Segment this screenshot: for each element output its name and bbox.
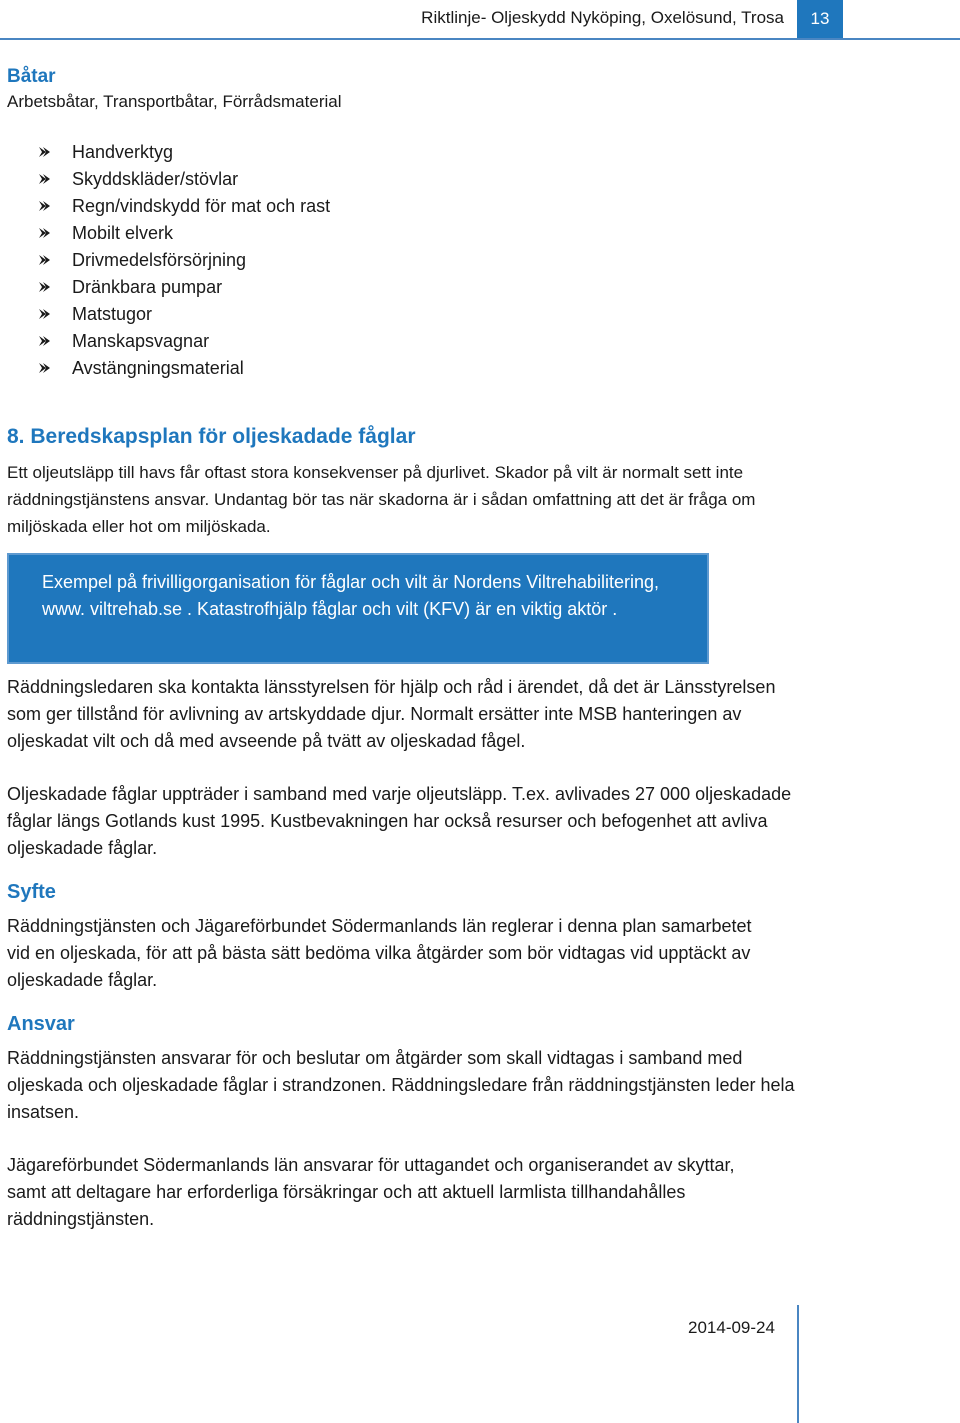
callout-box [7,553,709,664]
section-8-heading: 8. Beredskapsplan för oljeskadade fåglar [7,425,416,448]
list-item: Skyddskläder/stövlar [38,166,330,193]
list-item: Handverktyg [38,139,330,166]
boats-heading: Båtar [7,66,56,87]
footer-date: 2014-09-24 [688,1318,775,1337]
checkmark-arrow-icon [38,307,52,321]
checkmark-arrow-icon [38,253,52,267]
list-item: Matstugor [38,301,330,328]
running-header-title: Riktlinje- Oljeskydd Nyköping, Oxelösund, Trosa [421,8,784,27]
syfte-text: Räddningstjänsten och Jägareförbundet Södermanlands län reglerar i denna plan samarbetet vid en oljeskada, för att på bästa sätt bedöma vilka åtgärder som bör vidtagas vid upptäckt av oljeskadade fåglar. [7,916,752,990]
checkmark-arrow-icon [38,172,52,186]
callout-text: Exempel på frivilligorganisation för fåglar och vilt är Nordens Viltrehabilitering, www. viltrehab.se . Katastrofhjälp fåglar och vilt (KFV) är en viktig aktör . [42,572,659,619]
list-item: Drivmedelsförsörjning [38,247,330,274]
list-item: Dränkbara pumpar [38,274,330,301]
checkmark-arrow-icon [38,145,52,159]
header-divider [0,38,960,40]
footer-divider [797,1305,799,1423]
list-item: Manskapsvagnar [38,328,330,355]
ansvar-heading: Ansvar [7,1013,75,1035]
ansvar-text-2: Jägareförbundet Södermanlands län ansvarar för uttagandet och organiserandet av skyttar, samt att deltagare har erforderliga försäkringar och att aktuell larmlista tillhandahålles räddningstjänsten. [7,1155,735,1229]
list-item: Avstängningsmaterial [38,355,330,382]
syfte-heading: Syfte [7,881,56,903]
checkmark-arrow-icon [38,334,52,348]
boats-equipment-list [38,139,330,382]
checkmark-arrow-icon [38,199,52,213]
page-number-badge: 13 [797,0,843,38]
list-item: Mobilt elverk [38,220,330,247]
ansvar-text-1: Räddningstjänsten ansvarar för och beslutar om åtgärder som skall vidtagas i samband med oljeskada och oljeskadade fåglar i strandzonen. Räddningsledare från räddningstjänsten leder hela insatsen. [7,1048,795,1122]
section-8-paragraph-2: Oljeskadade fåglar uppträder i samband med varje oljeutsläpp. T.ex. avlivades 27 000 oljeskadade fåglar längs Gotlands kust 1995. Kustbevakningen har också resurser och befogenhet att avliva oljeskadade fåglar. [7,784,792,858]
checkmark-arrow-icon [38,226,52,240]
checkmark-arrow-icon [38,361,52,375]
section-8-paragraph-1: Räddningsledaren ska kontakta länsstyrelsen för hjälp och råd i ärendet, då det är Länsstyrelsen som ger tillstånd för avlivning av artskyddade djur. Normalt ersätter inte MSB hanteringen av oljeskadat vilt och då med avseende på tvätt av oljeskadad fågel. [7,677,776,751]
section-8-intro: Ett oljeutsläpp till havs får oftast stora konsekvenser på djurlivet. Skador på vilt är normalt sett inte räddningstjänstens ansvar. Undantag bör tas när skadorna är i sådan omfattning att det är fråga om miljöskada eller hot om miljöskada. [7,463,756,536]
list-item: Regn/vindskydd för mat och rast [38,193,330,220]
checkmark-arrow-icon [38,280,52,294]
boats-subtitle: Arbetsbåtar, Transportbåtar, Förrådsmaterial [7,92,342,111]
